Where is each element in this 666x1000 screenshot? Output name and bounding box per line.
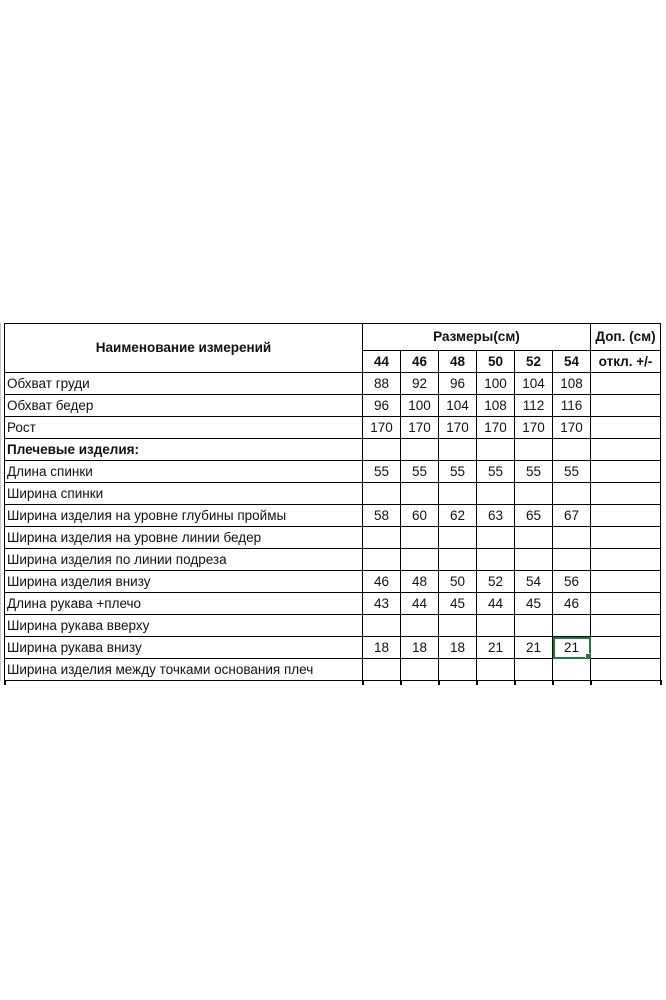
- size-value-cell[interactable]: [477, 659, 515, 681]
- measurement-name-cell[interactable]: Ширина изделия на уровне глубины проймы: [5, 505, 363, 527]
- tolerance-cell[interactable]: [591, 373, 661, 395]
- table-row: [5, 483, 661, 505]
- size-value-cell[interactable]: 100: [477, 373, 515, 395]
- size-value-cell[interactable]: [439, 439, 477, 461]
- sheet-left-edge: [0, 323, 3, 681]
- header-extra-line1-label: Доп. (см): [595, 329, 656, 344]
- size-value-cell[interactable]: [439, 615, 477, 637]
- size-value-cell[interactable]: [553, 659, 591, 681]
- size-value-cell[interactable]: [515, 483, 553, 505]
- tolerance-cell[interactable]: [591, 549, 661, 571]
- measurement-name-cell[interactable]: Длина спинки: [5, 461, 363, 483]
- size-value-cell[interactable]: 92: [401, 373, 439, 395]
- size-value-cell[interactable]: 116: [553, 395, 591, 417]
- size-value-cell[interactable]: [401, 527, 439, 549]
- header-sizes-group-label: Размеры(см): [433, 329, 520, 344]
- size-value-cell[interactable]: 44: [401, 593, 439, 615]
- header-sizes-group[interactable]: [363, 324, 591, 351]
- size-value-cell[interactable]: 67: [553, 505, 591, 527]
- header-measurement-name[interactable]: [5, 324, 363, 373]
- size-value-cell[interactable]: [439, 659, 477, 681]
- measurement-name-cell[interactable]: Ширина изделия по линии подреза: [5, 549, 363, 571]
- measurement-name-cell[interactable]: Плечевые изделия:: [5, 439, 363, 461]
- size-value-cell[interactable]: [477, 527, 515, 549]
- table-row: [5, 637, 661, 659]
- size-value-cell[interactable]: 170: [439, 417, 477, 439]
- size-value-cell[interactable]: 55: [553, 461, 591, 483]
- size-value-cell[interactable]: [439, 549, 477, 571]
- table-row: [5, 439, 661, 461]
- header-size-1[interactable]: 46: [401, 351, 439, 373]
- size-value-cell[interactable]: 54: [515, 571, 553, 593]
- size-value-cell[interactable]: [401, 439, 439, 461]
- size-value-cell[interactable]: 55: [439, 461, 477, 483]
- size-value-cell[interactable]: [515, 527, 553, 549]
- size-value-cell[interactable]: 60: [401, 505, 439, 527]
- size-value-cell[interactable]: 55: [401, 461, 439, 483]
- table-row: [5, 461, 661, 483]
- size-value-cell[interactable]: [401, 483, 439, 505]
- measurement-name-cell[interactable]: Длина рукава +плечо: [5, 593, 363, 615]
- header-extra-line2[interactable]: [591, 351, 661, 373]
- size-value-cell[interactable]: [401, 659, 439, 681]
- size-value-cell[interactable]: 58: [363, 505, 401, 527]
- size-value-cell[interactable]: 48: [401, 571, 439, 593]
- size-value-cell[interactable]: [439, 527, 477, 549]
- size-value-cell[interactable]: [363, 527, 401, 549]
- size-value-cell[interactable]: 21: [515, 637, 553, 659]
- active-cell[interactable]: 21: [553, 637, 591, 659]
- table-row: [5, 659, 661, 681]
- size-value-cell[interactable]: 46: [363, 571, 401, 593]
- size-value-cell[interactable]: [363, 483, 401, 505]
- size-value-cell[interactable]: [363, 659, 401, 681]
- size-value-cell[interactable]: 18: [401, 637, 439, 659]
- size-value-cell[interactable]: 108: [477, 395, 515, 417]
- size-value-cell[interactable]: 88: [363, 373, 401, 395]
- size-value-cell[interactable]: 170: [401, 417, 439, 439]
- size-value-cell[interactable]: [553, 527, 591, 549]
- size-value-cell[interactable]: 50: [439, 571, 477, 593]
- table-bottom-stub: [4, 680, 660, 682]
- tolerance-cell[interactable]: [591, 395, 661, 417]
- measurement-name-cell[interactable]: Ширина рукава внизу: [5, 637, 363, 659]
- table-row: [5, 395, 661, 417]
- measurement-name-cell[interactable]: Обхват бедер: [5, 395, 363, 417]
- size-value-cell[interactable]: 104: [439, 395, 477, 417]
- size-value-cell[interactable]: 170: [363, 417, 401, 439]
- size-value-cell[interactable]: [515, 615, 553, 637]
- size-value-cell[interactable]: [401, 549, 439, 571]
- table-row: [5, 571, 661, 593]
- size-value-cell[interactable]: 104: [515, 373, 553, 395]
- measurement-name-cell[interactable]: Рост: [5, 417, 363, 439]
- size-value-cell[interactable]: 108: [553, 373, 591, 395]
- size-value-cell[interactable]: 170: [515, 417, 553, 439]
- tolerance-cell[interactable]: [591, 637, 661, 659]
- tolerance-cell[interactable]: [591, 461, 661, 483]
- size-value-cell[interactable]: [553, 439, 591, 461]
- table-row: [5, 615, 661, 637]
- header-extra-line1[interactable]: [591, 324, 661, 351]
- tolerance-cell[interactable]: [591, 483, 661, 505]
- size-value-cell[interactable]: [363, 549, 401, 571]
- size-value-cell[interactable]: 170: [477, 417, 515, 439]
- size-value-cell[interactable]: [515, 549, 553, 571]
- measurement-name-cell[interactable]: Ширина изделия на уровне линии бедер: [5, 527, 363, 549]
- size-value-cell[interactable]: 44: [477, 593, 515, 615]
- size-value-cell[interactable]: 112: [515, 395, 553, 417]
- table-row: [5, 527, 661, 549]
- size-value-cell[interactable]: [363, 439, 401, 461]
- tolerance-cell[interactable]: [591, 615, 661, 637]
- table-row: [5, 593, 661, 615]
- size-value-cell[interactable]: [477, 483, 515, 505]
- measurement-name-cell[interactable]: Ширина изделия внизу: [5, 571, 363, 593]
- size-value-cell[interactable]: 63: [477, 505, 515, 527]
- measurement-name-cell[interactable]: Обхват груди: [5, 373, 363, 395]
- size-value-cell[interactable]: 43: [363, 593, 401, 615]
- size-value-cell[interactable]: 46: [553, 593, 591, 615]
- size-value-cell[interactable]: 18: [363, 637, 401, 659]
- tolerance-cell[interactable]: [591, 527, 661, 549]
- header-size-3[interactable]: 50: [477, 351, 515, 373]
- measurement-name-cell[interactable]: Ширина спинки: [5, 483, 363, 505]
- size-value-cell[interactable]: [553, 615, 591, 637]
- table-row: [5, 505, 661, 527]
- size-value-cell[interactable]: 96: [439, 373, 477, 395]
- header-measurement-name-label: Наименование измерений: [95, 340, 272, 355]
- size-value-cell[interactable]: 55: [477, 461, 515, 483]
- table-row: [5, 549, 661, 571]
- size-value-cell[interactable]: 96: [363, 395, 401, 417]
- size-value-cell[interactable]: 21: [477, 637, 515, 659]
- size-value-cell[interactable]: [363, 615, 401, 637]
- size-value-cell[interactable]: 18: [439, 637, 477, 659]
- size-value-cell[interactable]: [477, 549, 515, 571]
- size-value-cell[interactable]: 45: [515, 593, 553, 615]
- table-row: [5, 373, 661, 395]
- tolerance-cell[interactable]: [591, 593, 661, 615]
- header-size-5[interactable]: 54: [553, 351, 591, 373]
- header-size-2[interactable]: 48: [439, 351, 477, 373]
- size-value-cell[interactable]: 65: [515, 505, 553, 527]
- size-value-cell[interactable]: 56: [553, 571, 591, 593]
- size-value-cell[interactable]: [515, 439, 553, 461]
- measurement-name-cell[interactable]: Ширина рукава вверху: [5, 615, 363, 637]
- header-size-0[interactable]: 44: [363, 351, 401, 373]
- size-value-cell[interactable]: 55: [363, 461, 401, 483]
- size-value-cell[interactable]: 62: [439, 505, 477, 527]
- tolerance-cell[interactable]: [591, 439, 661, 461]
- measurement-name-cell[interactable]: Ширина изделия между точками основания плеч: [5, 659, 363, 681]
- size-value-cell[interactable]: [553, 549, 591, 571]
- tolerance-cell[interactable]: [591, 571, 661, 593]
- tolerance-cell[interactable]: [591, 417, 661, 439]
- size-value-cell[interactable]: 45: [439, 593, 477, 615]
- size-value-cell[interactable]: [401, 615, 439, 637]
- header-size-4[interactable]: 52: [515, 351, 553, 373]
- tolerance-cell[interactable]: [591, 505, 661, 527]
- size-value-cell[interactable]: 100: [401, 395, 439, 417]
- size-chart-table: [4, 323, 661, 681]
- size-value-cell[interactable]: [439, 483, 477, 505]
- table-row: [5, 417, 661, 439]
- size-value-cell[interactable]: [477, 439, 515, 461]
- header-extra-line2-label: откл. +/-: [598, 353, 653, 369]
- tolerance-cell[interactable]: [591, 659, 661, 681]
- size-value-cell[interactable]: [515, 659, 553, 681]
- size-value-cell[interactable]: 170: [553, 417, 591, 439]
- size-value-cell[interactable]: 55: [515, 461, 553, 483]
- fill-handle[interactable]: [585, 653, 591, 659]
- size-value-cell[interactable]: 52: [477, 571, 515, 593]
- size-value-cell[interactable]: [477, 615, 515, 637]
- size-value-cell[interactable]: [553, 483, 591, 505]
